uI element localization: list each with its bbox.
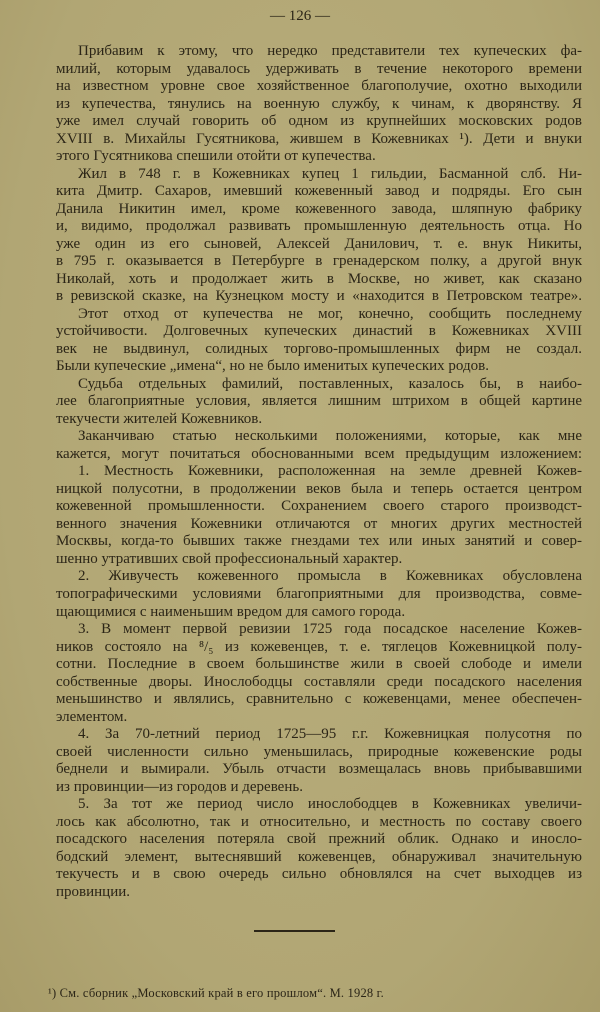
text-line: элементом. <box>56 708 128 725</box>
text-line: век не выдвинул, солидных торгово-промышленных фирм не создал. <box>56 340 582 357</box>
text-line: Были купеческие „имена“, но не было именитых купеческих родов. <box>56 358 489 375</box>
footnote-separator <box>254 930 335 932</box>
text-line: уже имел случай говорить об одном из крупнейших московских родов <box>56 113 582 130</box>
text-line: устойчивости. Долговечных купеческих династий в Кожевниках XVIII <box>56 323 582 340</box>
text-line: Николай, хоть и продолжает жить в Москве, но живет, как сказано <box>56 270 582 287</box>
text-line: своей численности сильно уменьшилась, природные кожевенские роды <box>56 743 582 760</box>
text-line: Этот отход от купечества не мог, конечно, сообщить последнему <box>78 305 582 322</box>
text-line: ницкой полусотни, в продолжении веков была и теперь остается центром <box>56 480 582 497</box>
text-line: милий, которым удавалось удерживать в течение некоторого времени <box>56 60 582 77</box>
text-line: беднели и вымирали. Убыль отчасти возмещалась вновь прибывавшими <box>56 761 582 778</box>
text-line: ников состояло на ⁸/₅ из кожевенцев, т. е. тяглецов Кожевницкой полу- <box>56 638 582 655</box>
text-line: собственные дворы. Инослободцы составляли среди посадского населения <box>56 673 582 690</box>
text-line: сотни. Последние в своем большинстве жили в своей слободе и имели <box>56 656 582 673</box>
text-line: текучести жителей Кожевников. <box>56 410 263 427</box>
text-line: Москвы, когда-то бывших также гнездами тех или иных занятий и совер- <box>56 533 582 550</box>
text-line: Заканчиваю статью несколькими положениями, которые, как мне <box>78 428 582 445</box>
text-line: кита Дмитр. Сахаров, имевший кожевенный завод и подряды. Его сын <box>56 183 582 200</box>
text-line: провинции. <box>56 883 130 900</box>
text-line: топографическими условиями благоприятными для производства, совме- <box>56 585 582 602</box>
body-text <box>56 43 582 901</box>
text-line: посадского населения потеряла свой прежний облик. Однако и иносло- <box>56 831 582 848</box>
text-line: уже один из его сыновей, Алексей Данилович, т. е. внук Никиты, <box>56 235 582 252</box>
text-line: кажется, могут почитаться обоснованными всем предыдущим изложением: <box>56 445 582 462</box>
text-line: из провинции—из городов и деревень. <box>56 778 303 795</box>
text-line: в 795 г. оказывается в Петербурге в гренадерском полку, а другой внук <box>56 253 582 270</box>
text-line: Жил в 748 г. в Кожевниках купец 1 гильдии, Басманной слб. Ни- <box>78 165 582 182</box>
page-number: — 126 — <box>270 8 330 24</box>
text-line: 2. Живучесть кожевенного промысла в Кожевниках обусловлена <box>78 568 582 585</box>
text-line: этого Гусятникова спешили отойти от купечества. <box>56 148 376 165</box>
footnote: ¹) См. сборник „Московский край в его прошлом“. М. 1928 г. <box>48 986 384 1000</box>
text-line: Прибавим к этому, что нередко представители тех купеческих фа- <box>78 43 582 59</box>
text-line: меньшинство и являлись, сравнительно с кожевенцами, менее обеспечен- <box>56 691 582 708</box>
text-line: текучесть и в свою очередь сильно обновлялся на счет выходцев из <box>56 866 582 883</box>
text-line: и, видимо, продолжал развивать промышленную деятельность отца. Но <box>56 218 582 235</box>
text-line: на известном уровне свое хозяйственное благополучие, охотно выходили <box>56 78 582 95</box>
text-line: 4. За 70-летний период 1725—95 г.г. Кожевницкая полусотня по <box>78 726 582 743</box>
text-line: щающимися с наименьшим вредом для самого города. <box>56 603 406 620</box>
text-line: в ревизской сказке, на Кузнецком мосту и «находится в Петровском театре». <box>56 288 582 305</box>
text-line: лось как абсолютно, так и относительно, и местность по составу своего <box>56 813 582 830</box>
text-line: лее благоприятные условия, является лишним штрихом в общей картине <box>56 393 582 410</box>
text-line: венного значения Кожевники отличаются от многих других местностей <box>56 515 582 532</box>
text-line: из купечества, тянулись на военную службу, к чинам, к дворянству. Я <box>56 95 582 112</box>
text-line: шенно утративших свой профессиональный характер. <box>56 550 403 567</box>
text-line: бодский элемент, вытеснявший кожевенцев, обнаруживал значительную <box>56 848 582 865</box>
text-line: 5. За тот же период число инослободцев в Кожевниках увеличи- <box>78 796 582 813</box>
text-line: Судьба отдельных фамилий, поставленных, казалось бы, в наибо- <box>78 375 582 392</box>
text-line: кожевенной промышленности. Сохранением своего старого производст- <box>56 498 582 515</box>
text-line: 3. В момент первой ревизии 1725 года посадское население Кожев- <box>78 621 582 638</box>
text-line: Данила Никитин имел, кроме кожевенного завода, шляпную фабрику <box>56 200 582 217</box>
text-line: 1. Местность Кожевники, расположенная на земле древней Кожев- <box>78 463 582 480</box>
text-line: XVIII в. Михайлы Гусятникова, жившем в Кожевниках ¹). Дети и внуки <box>56 130 582 147</box>
